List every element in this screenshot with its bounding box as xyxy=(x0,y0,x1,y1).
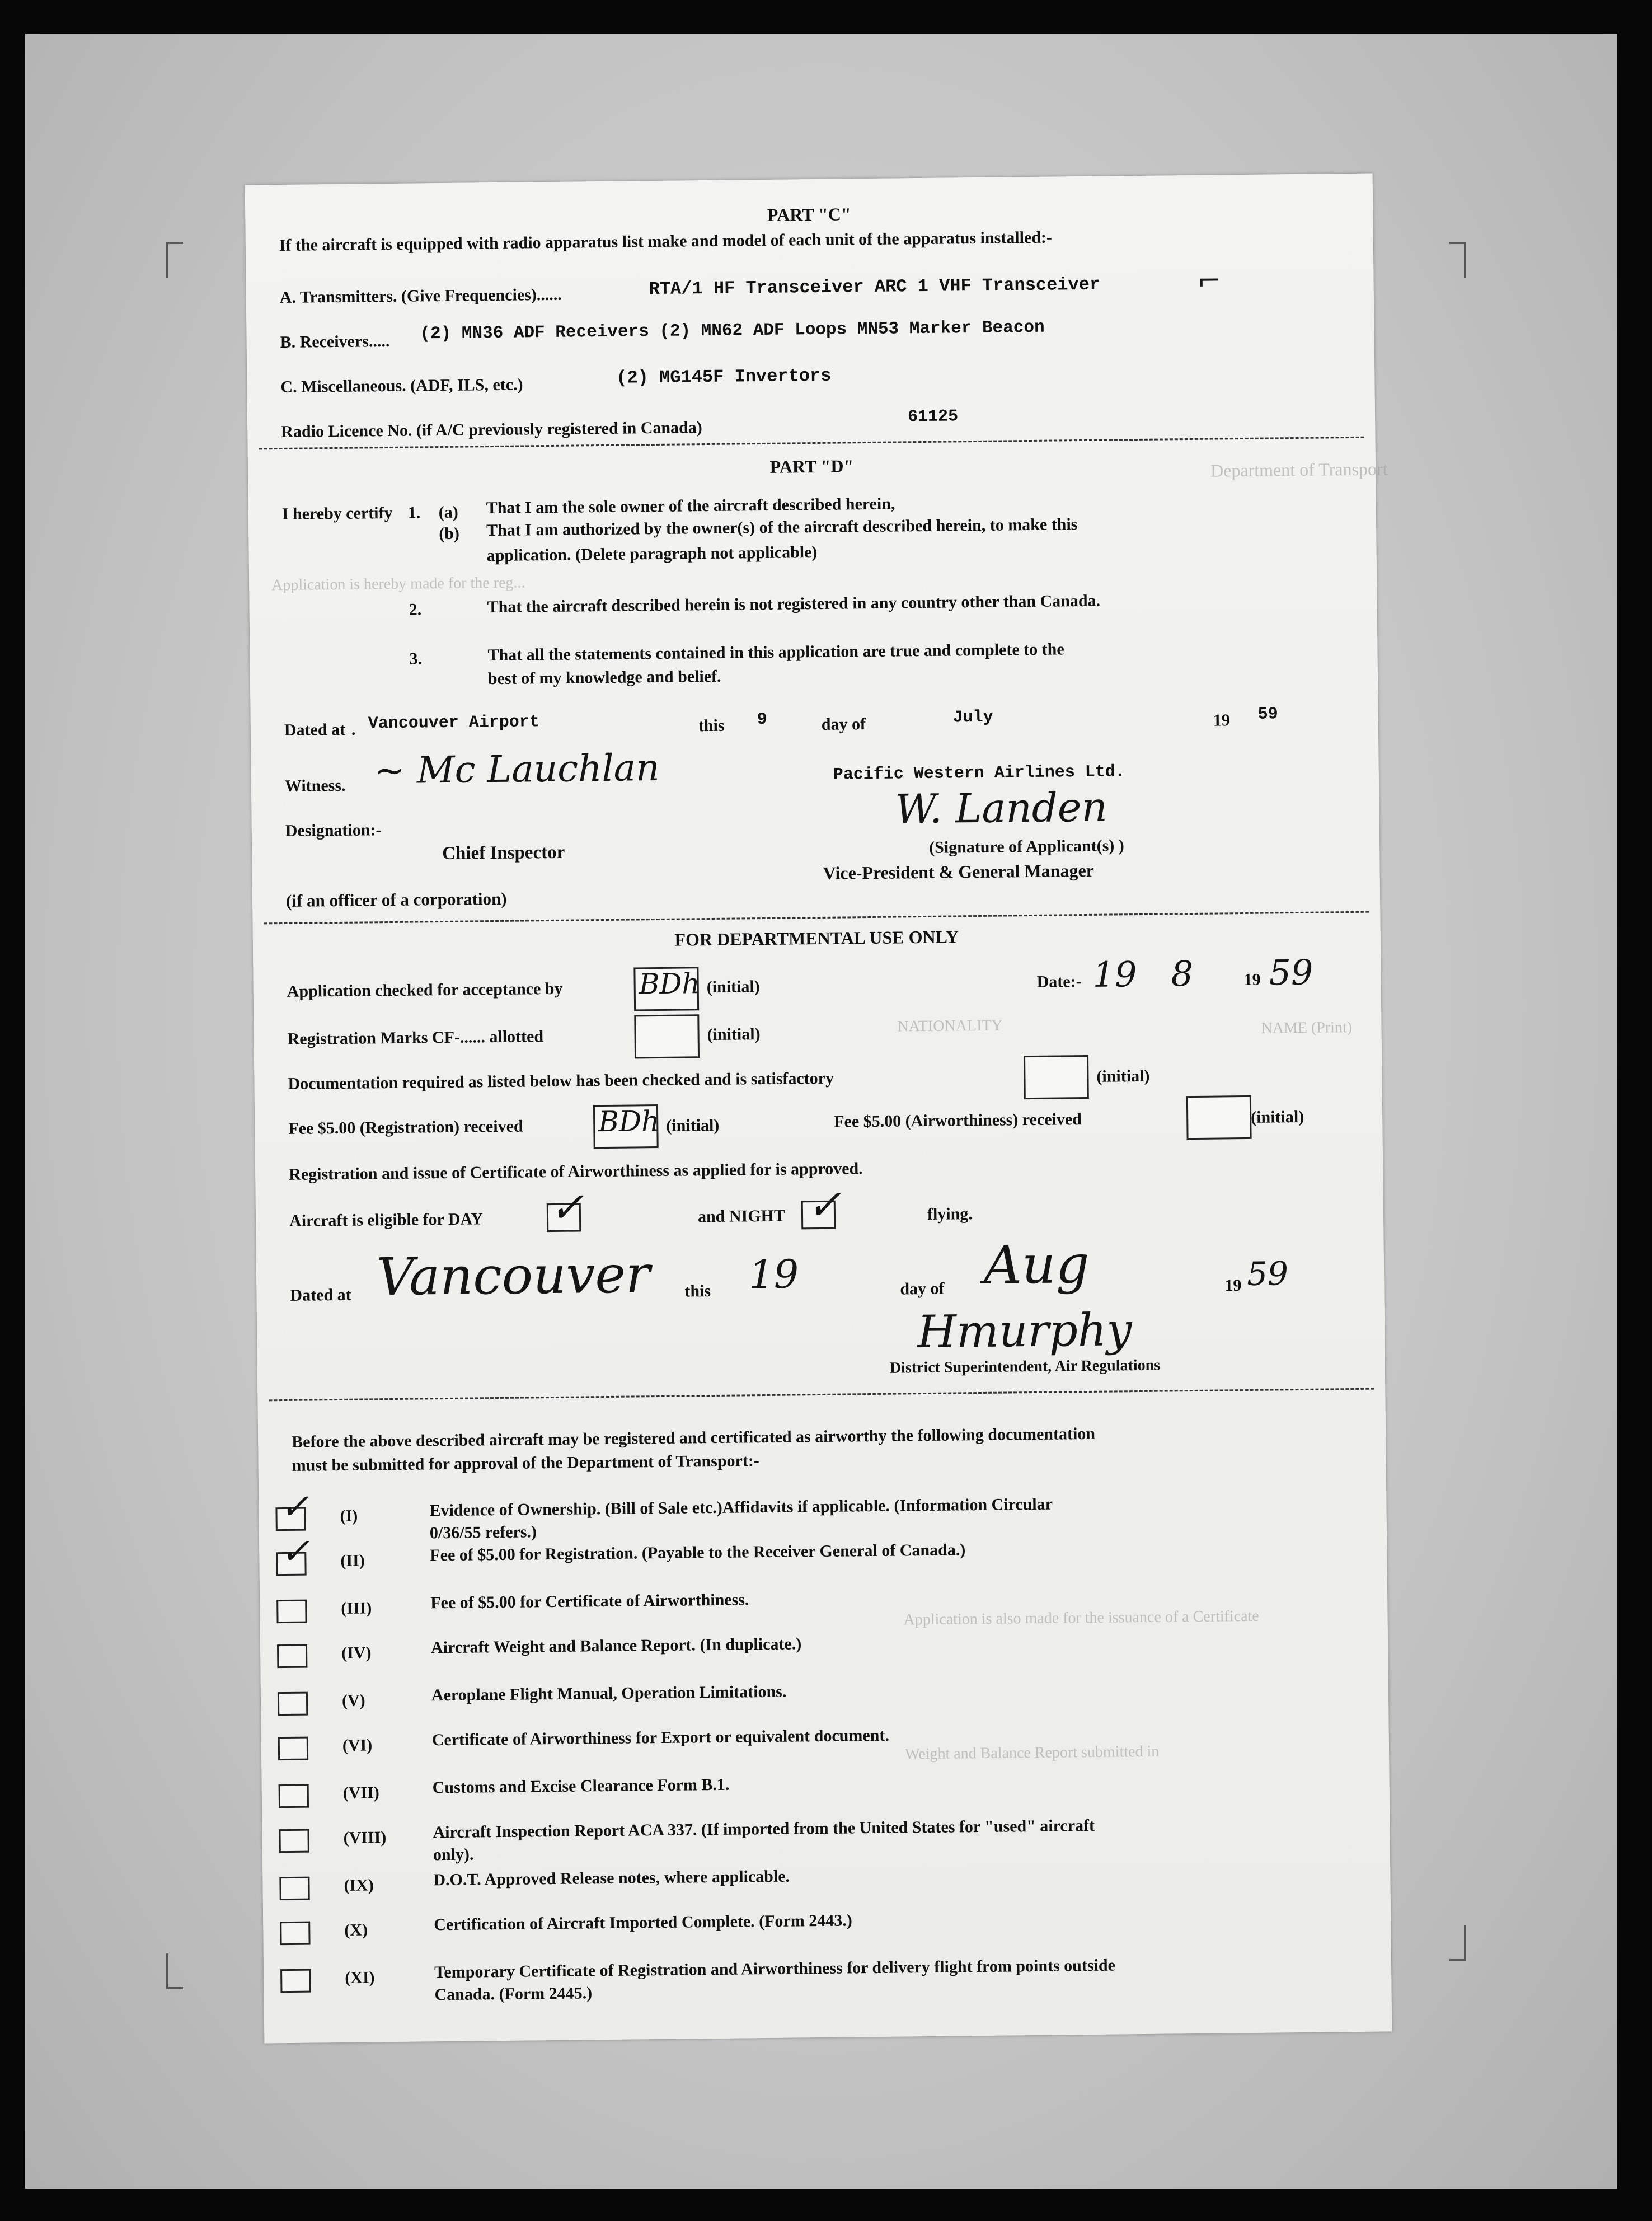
requirement-number: (II) xyxy=(340,1551,365,1570)
checked-initial-box[interactable] xyxy=(633,967,699,1011)
year-value: 59 xyxy=(1257,705,1278,724)
statement-1b-line1: That I am authorized by the owner(s) of the aircraft described herein, to make this xyxy=(486,515,1078,540)
crop-mark-top-right xyxy=(1449,242,1466,278)
fee-airworthiness-label: Fee $5.00 (Airworthiness) received xyxy=(834,1110,1082,1131)
checked-label: Application checked for acceptance by xyxy=(287,979,563,1001)
licence-value: 61125 xyxy=(907,407,959,427)
requirement-number: (I) xyxy=(340,1506,358,1525)
requirement-checkbox[interactable] xyxy=(277,1644,307,1669)
part-c-heading: PART "C" xyxy=(767,204,851,225)
item-number: 2. xyxy=(409,600,422,619)
requirement-number: (X) xyxy=(344,1920,368,1939)
statement-2: That the aircraft described herein is not registered in any country other than Canada. xyxy=(487,591,1101,617)
requirement-text: Aircraft Weight and Balance Report. (In duplicate.) xyxy=(430,1634,802,1657)
date-month: 8 xyxy=(1171,953,1194,995)
eligible-day-label: Aircraft is eligible for DAY xyxy=(289,1210,484,1230)
checkmark-icon: ✓ xyxy=(549,1183,585,1233)
flying-label: flying. xyxy=(927,1205,973,1224)
initial-caption: (initial) xyxy=(707,1025,761,1044)
designation-value: Chief Inspector xyxy=(442,842,565,864)
requirement-text: Aircraft Inspection Report ACA 337. (If imported from the United States for "used" aircraft xyxy=(433,1816,1095,1842)
applicant-title: Vice-President & General Manager xyxy=(823,860,1095,883)
statement-3-line2: best of my knowledge and belief. xyxy=(487,667,721,688)
requirement-checkbox[interactable] xyxy=(279,1877,309,1901)
licence-label: Radio Licence No. (if A/C previously registered in Canada) xyxy=(281,418,702,441)
this-label: this xyxy=(698,716,725,735)
day-of-label: day of xyxy=(900,1279,945,1299)
requirement-text: Fee of $5.00 for Registration. (Payable to the Receiver General of Canada.) xyxy=(430,1540,966,1565)
requirement-text: Customs and Excise Clearance Form B.1. xyxy=(432,1775,730,1797)
dotted-leader: . xyxy=(351,720,356,739)
crop-mark-bottom-right xyxy=(1449,1925,1466,1961)
dept-dated-at-value: Vancouver xyxy=(376,1244,651,1308)
signature-caption: (Signature of Applicant(s) ) xyxy=(928,836,1124,857)
officer-note: (if an officer of a corporation) xyxy=(285,888,507,911)
date-year: 59 xyxy=(1269,952,1313,994)
check-scribble: ⌐ xyxy=(1197,264,1221,297)
application-form xyxy=(245,174,1392,2044)
misc-value: (2) MG145F Invertors xyxy=(616,365,832,388)
month-value: July xyxy=(952,707,993,728)
part-d-heading: PART "D" xyxy=(769,456,854,477)
dated-at-value: Vancouver Airport xyxy=(368,713,539,734)
crop-mark-top-left xyxy=(166,242,183,278)
requirement-checkbox[interactable] xyxy=(280,1922,310,1946)
statement-3-line1: That all the statements contained in this application are true and complete to the xyxy=(487,640,1064,665)
divider xyxy=(264,911,1369,925)
checkmark-icon: ✓ xyxy=(280,1486,309,1527)
fee-registration-label: Fee $5.00 (Registration) received xyxy=(288,1117,523,1138)
requirement-number: (IX) xyxy=(344,1876,374,1895)
requirement-text: Temporary Certificate of Registration and Airworthiness for delivery flight from points outside xyxy=(434,1956,1116,1982)
superintendent-caption: District Superintendent, Air Regulations xyxy=(889,1356,1161,1377)
year-prefix: 19 xyxy=(1213,711,1230,730)
dept-year-value: 59 xyxy=(1246,1254,1289,1293)
year-prefix: 19 xyxy=(1224,1276,1242,1295)
initial-caption: (initial) xyxy=(666,1116,720,1135)
initial-caption: (initial) xyxy=(1096,1066,1150,1086)
requirement-checkbox[interactable] xyxy=(276,1600,307,1624)
day-value: 9 xyxy=(757,710,767,730)
requirement-number: (V) xyxy=(341,1691,365,1710)
requirement-text-continued: Canada. (Form 2445.) xyxy=(434,1984,593,2004)
initial-caption: (initial) xyxy=(706,977,760,997)
requirement-checkbox[interactable] xyxy=(279,1784,309,1808)
transmitters-value: RTA/1 HF Transceiver ARC 1 VHF Transceiver xyxy=(649,274,1101,300)
departmental-heading: FOR DEPARTMENTAL USE ONLY xyxy=(674,926,959,950)
requirement-text-continued: only). xyxy=(433,1845,474,1864)
receivers-label: B. Receivers..... xyxy=(280,331,390,352)
reg-marks-label: Registration Marks CF-...... allotted xyxy=(287,1027,544,1048)
day-of-label: day of xyxy=(821,715,866,734)
receivers-value: (2) MN36 ADF Receivers (2) MN62 ADF Loops MN53 Marker Beacon xyxy=(420,317,1045,344)
checkmark-icon: ✓ xyxy=(806,1180,842,1230)
requirement-checkbox[interactable] xyxy=(278,1692,308,1716)
company-name: Pacific Western Airlines Ltd. xyxy=(833,762,1126,785)
statement-1a: That I am the sole owner of the aircraft described herein, xyxy=(486,494,895,518)
witness-signature: ~ Mc Lauchlan xyxy=(374,746,660,793)
requirements-intro-line2: must be submitted for approval of the Department of Transport:- xyxy=(292,1451,760,1475)
date-label: Date:- xyxy=(1036,972,1082,991)
fee-registration-initial-box[interactable] xyxy=(593,1104,659,1149)
requirement-checkbox[interactable] xyxy=(278,1737,308,1761)
checkmark-icon: ✓ xyxy=(280,1530,310,1572)
fee-airworthiness-initial-box[interactable] xyxy=(1186,1095,1252,1140)
requirement-number: (VII) xyxy=(342,1783,379,1802)
requirement-text: Certificate of Airworthiness for Export or equivalent document. xyxy=(431,1726,890,1750)
date-year-prefix: 19 xyxy=(1243,970,1261,990)
requirement-text: Evidence of Ownership. (Bill of Sale etc.)Affidavits if applicable. (Information Circular xyxy=(429,1494,1053,1520)
misc-label: C. Miscellaneous. (ADF, ILS, etc.) xyxy=(280,375,523,396)
documentation-label: Documentation required as listed below has been checked and is satisfactory xyxy=(288,1069,834,1093)
this-label: this xyxy=(684,1282,711,1301)
initials: BDh xyxy=(639,967,701,1001)
requirement-text: D.O.T. Approved Release notes, where applicable. xyxy=(433,1867,790,1890)
divider xyxy=(269,1388,1374,1402)
designation-label: Designation:- xyxy=(285,821,382,840)
approval-text: Registration and issue of Certificate of Airworthiness as applied for is approved. xyxy=(289,1159,863,1184)
item-letter: (b) xyxy=(439,524,460,543)
night-label: and NIGHT xyxy=(697,1206,786,1226)
superintendent-signature: Hmurphy xyxy=(917,1304,1132,1358)
part-c-intro: If the aircraft is equipped with radio apparatus list make and model of each unit of the apparatus installed:- xyxy=(279,228,1053,255)
date-day: 19 xyxy=(1092,954,1137,995)
initial-caption: (initial) xyxy=(1251,1107,1304,1127)
requirements-intro-line1: Before the above described aircraft may be registered and certificated as airworthy the following documentation xyxy=(292,1424,1096,1451)
transmitters-label: A. Transmitters. (Give Frequencies)...... xyxy=(279,285,562,307)
item-number: 3. xyxy=(409,649,423,668)
requirement-number: (IV) xyxy=(341,1643,372,1662)
certify-label: I hereby certify xyxy=(281,503,393,523)
requirement-text: Aeroplane Flight Manual, Operation Limitations. xyxy=(431,1682,787,1705)
reg-marks-initial-box[interactable] xyxy=(634,1014,700,1058)
crop-mark-bottom-left xyxy=(166,1953,183,1989)
requirement-text-continued: 0/36/55 refers.) xyxy=(429,1522,537,1543)
requirement-number: (XI) xyxy=(345,1968,375,1987)
item-letter: (a) xyxy=(438,503,458,522)
bleed-through: Department of Transport Application is hereby made for the reg... NATIONALITY NAME (Print) Application is also made for the issuance of a Certificate Weight and Balance Report submitted in xyxy=(271,458,1388,1763)
requirement-checkbox[interactable] xyxy=(279,1829,309,1853)
item-number: 1. xyxy=(407,503,421,522)
documentation-initial-box[interactable] xyxy=(1024,1055,1089,1099)
requirement-text: Fee of $5.00 for Certificate of Airworthiness. xyxy=(430,1590,749,1613)
witness-label: Witness. xyxy=(284,776,346,795)
requirement-number: (III) xyxy=(341,1599,372,1618)
requirement-number: (VIII) xyxy=(343,1828,387,1847)
statement-1b-line2: application. (Delete paragraph not applicable) xyxy=(486,542,818,565)
dept-day-value: 19 xyxy=(748,1251,799,1298)
applicant-signature: W. Landen xyxy=(894,783,1108,833)
dept-dated-at-label: Dated at xyxy=(290,1285,351,1305)
initials: BDh xyxy=(598,1104,660,1138)
requirement-checkbox[interactable] xyxy=(280,1969,311,1993)
dept-month-value: Aug xyxy=(983,1234,1090,1296)
requirement-number: (VI) xyxy=(342,1736,373,1755)
dated-at-label: Dated at xyxy=(284,720,346,739)
requirement-text: Certification of Aircraft Imported Complete. (Form 2443.) xyxy=(434,1911,852,1934)
